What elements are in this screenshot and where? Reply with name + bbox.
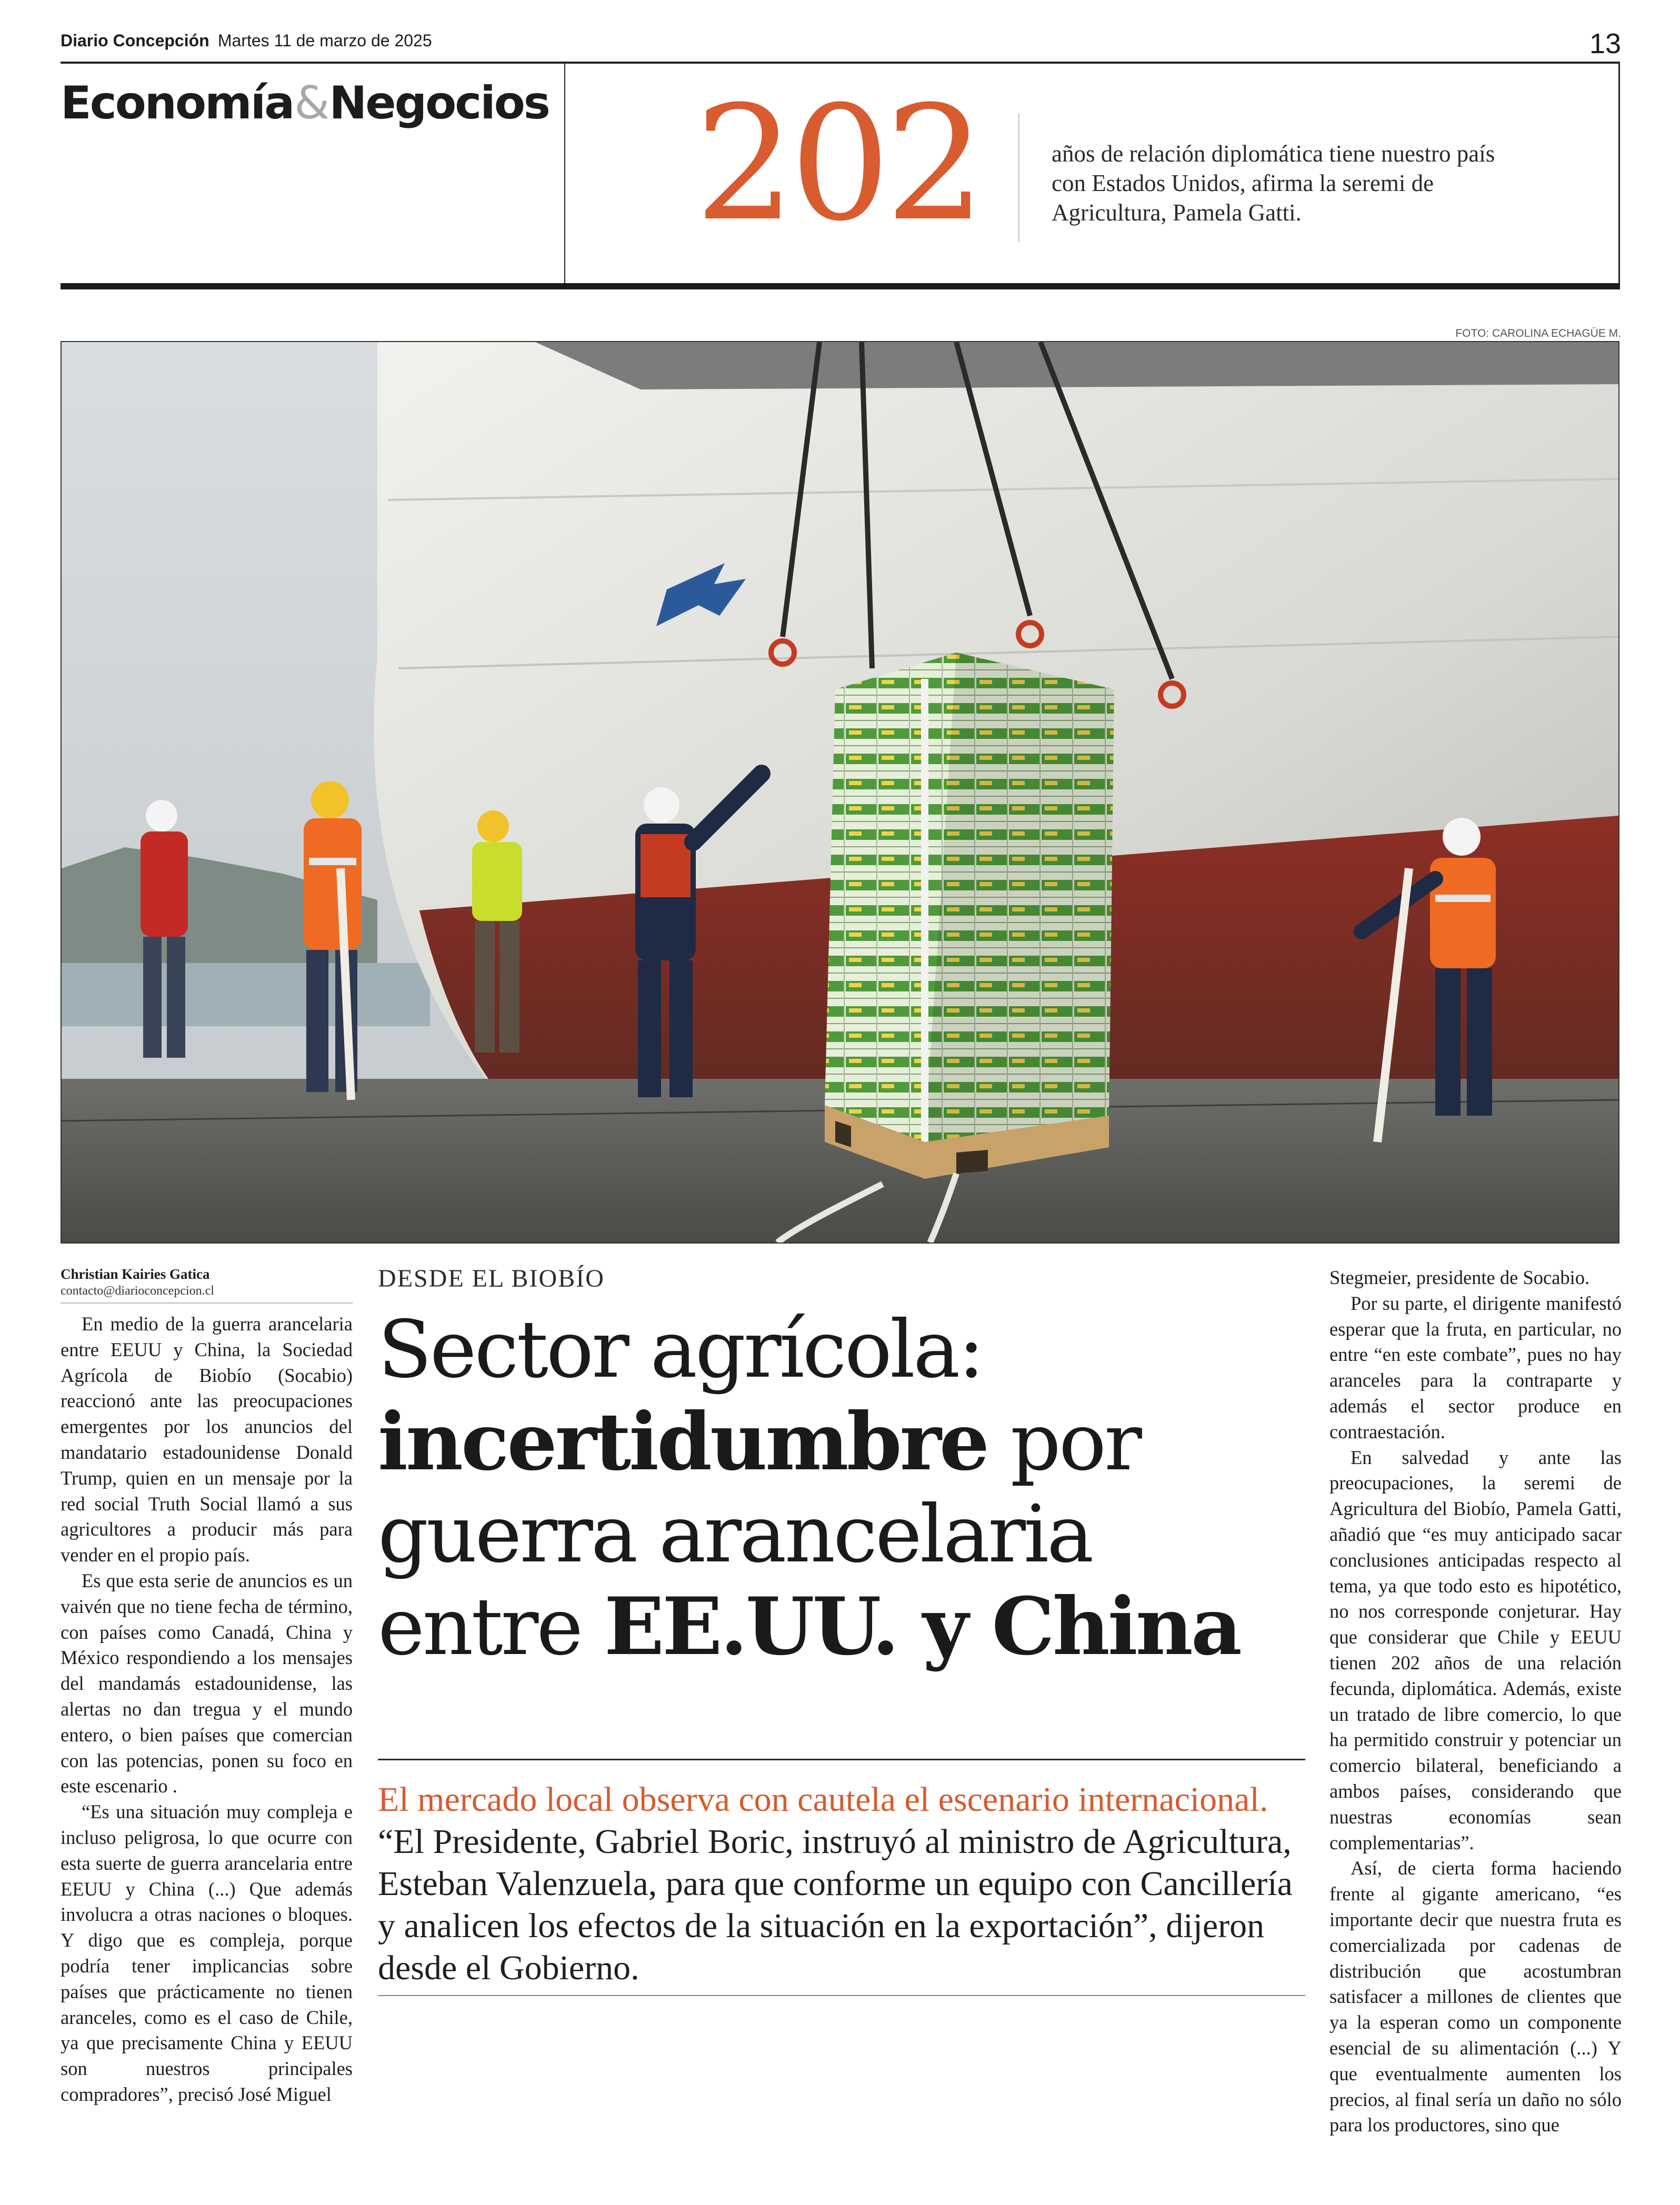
headline-line-3: guerra arancelaria [378, 1489, 1092, 1580]
body-paragraph: Stegmeier, presidente de Socabio. [1329, 1267, 1590, 1288]
photo-credit: FOTO: CAROLINA ECHAGÜE M. [1455, 327, 1621, 339]
highlight-caption: años de relación diplomática tiene nuestro país con Estados Unidos, afirma la seremi de Agricultura, Pamela Gatti. [1052, 141, 1495, 226]
deck-body: “El Presidente, Gabriel Boric, instruyó al ministro de Agricultura, Esteban Valenzuela, para que conforme un equipo con Cancillería y analicen los efectos de la situación en la exportación”, dijeron desde el Gobierno. [378, 1822, 1293, 1987]
issue-date: Martes 11 de marzo de 2025 [217, 31, 432, 50]
headline-line-2 [378, 1396, 1315, 1489]
deck [378, 1779, 1309, 1989]
page-number: 13 [1589, 28, 1621, 59]
header-box-right-rule [1618, 64, 1620, 283]
section-title-right: Negocios [329, 77, 549, 129]
byline-rule [61, 1302, 353, 1304]
body-paragraph: En medio de la guerra arancelaria entre EEUU y China, la Sociedad Agrícola de Biobío (Socabio) reaccionó ante las preocupaciones emergentes por los anuncios del mandatario estadounidense Donald Trump, quien en un mensaje por la red social Truth Social llamó a sus agricultores a producir más para vender en el propio país. [61, 1313, 353, 1566]
deck-lead: El mercado local observa con cautela el escenario internacional. [378, 1780, 1268, 1819]
highlight-number: 202 [695, 72, 981, 256]
body-column-left [61, 1311, 353, 2108]
body-paragraph: Así, de cierta forma haciendo frente al gigante americano, “es importante decir que nuestra fruta es comercializada por cadenas de distribución que acostumbran satisfacer a millones de clientes que ya la esperan como un componente esencial de su alimentación (...) Y que eventualmente aumenten los precios, al final sería un daño no sólo para los productores, sino que [1329, 1857, 1622, 2136]
body-paragraph: Es que esta serie de anuncios es un vaivén que no tiene fecha de término, con países como Canadá, China y México respondiendo a los mensajes del mandamás estadounidense, las alertas no dan tregua y el mundo entero, o bien países que comercian con las potencias, ponen su foco en este escenario . [61, 1569, 353, 1797]
byline-email: contacto@diarioconcepcion.cl [61, 1284, 214, 1298]
header-divider [564, 64, 565, 283]
deck-top-rule [378, 1759, 1305, 1760]
deck-bottom-rule [378, 1995, 1305, 1996]
body-column-right [1329, 1265, 1622, 2138]
section-title-left: Economía [61, 77, 294, 129]
body-paragraph: En salvedad y ante las preocupaciones, la seremi de Agricultura del Biobío, Pamela Gatti, añadió que “es muy anticipado sacar conclusiones anticipadas respecto al tema, ya que todo esto es hipotético, no nos corresponde conjeturar. Hay que considerar que Chile y EEUU tienen 202 años de una relación fecunda, diplomática. Además, existe un tratado de libre comercio, lo que ha permitido construir y potenciar un comercio bilateral, beneficiando a ambos países, considerando que nuestras economías sean complementarias”. [1329, 1446, 1622, 1853]
headline-text: por [987, 1397, 1140, 1488]
masthead [61, 31, 432, 51]
headline-emphasis: EE.UU. y China [604, 1580, 1241, 1673]
body-paragraph: “Es una situación muy compleja e incluso peligrosa, lo que ocurre con esta suerte de guerra arancelaria entre EEUU y China (...) Que además involucra a otras naciones o bloques. Y digo que es compleja, porque podría tener implicancias sobre países que prácticamente no tienen aranceles, como es el caso de Chile, ya que precisamente China y EEUU son nuestros principales compradores”, precisó José Miguel [61, 1801, 353, 2105]
section-ampersand: & [294, 77, 328, 129]
section-title [61, 77, 549, 129]
headline-text: entre [378, 1581, 604, 1673]
headline [378, 1304, 1315, 1673]
lead-photo [61, 341, 1619, 1244]
headline-line-4 [378, 1581, 1315, 1673]
body-paragraph: Por su parte, el dirigente manifestó esperar que la fruta, en particular, no entre “en este combate”, pues no hay aranceles para la contraparte y además el sector produce en contraestación. [1329, 1292, 1622, 1442]
highlight-divider [1018, 113, 1019, 242]
top-rule [61, 62, 1620, 64]
byline-author: Christian Kairies Gatica [61, 1266, 210, 1282]
kicker: DESDE EL BIOBÍO [378, 1265, 605, 1292]
header-bottom-rule [61, 283, 1620, 289]
headline-line-1: Sector agrícola: [378, 1304, 983, 1396]
headline-emphasis: incertidumbre [378, 1396, 988, 1488]
publication-name: Diario Concepción [61, 31, 209, 50]
